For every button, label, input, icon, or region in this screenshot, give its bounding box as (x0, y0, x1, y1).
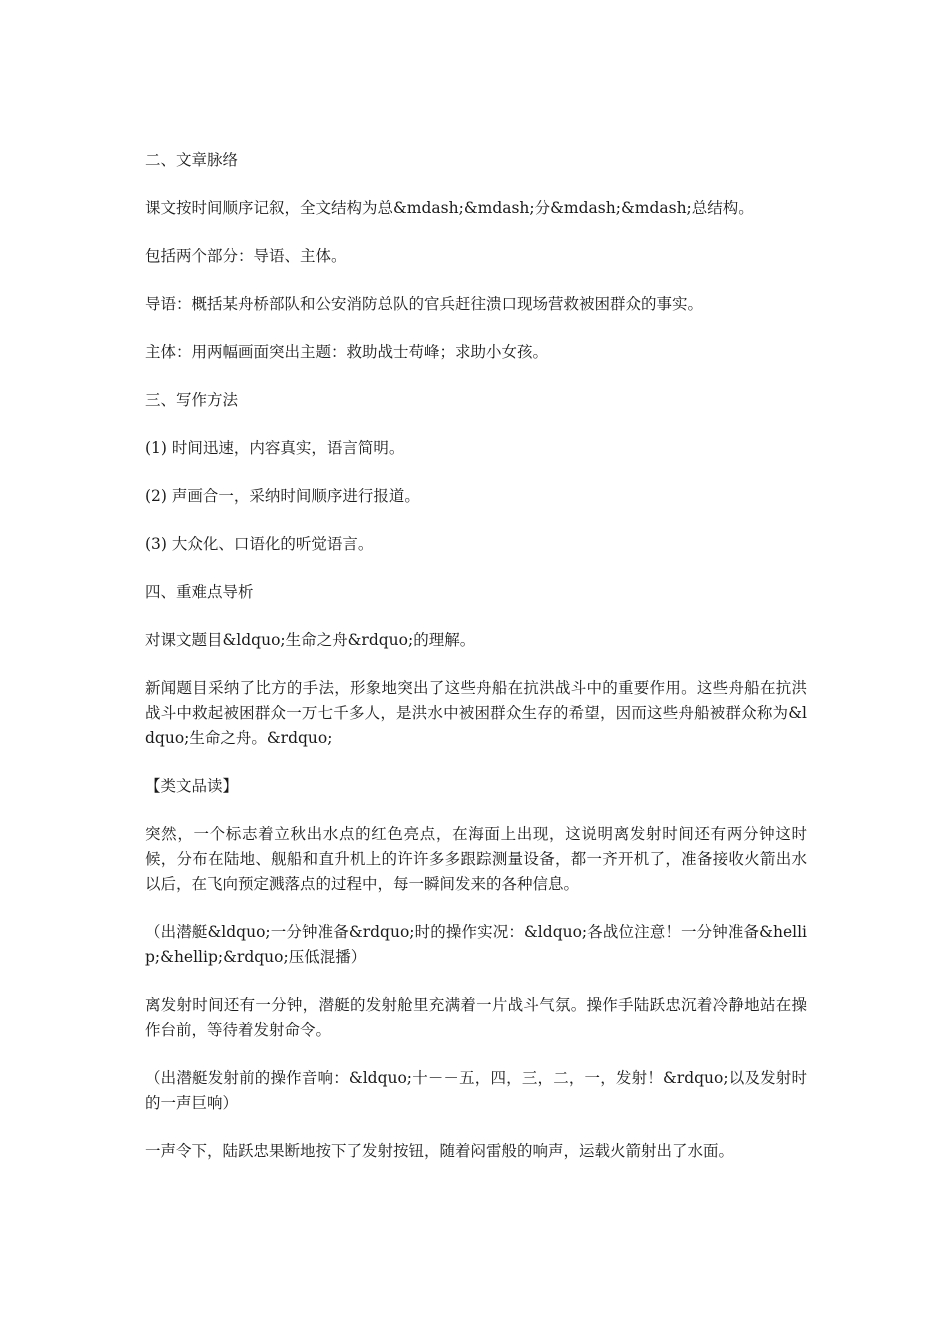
list-item-method-2: (2) 声画合一，采纳时间顺序进行报道。 (145, 487, 420, 505)
section-heading-structure: 二、文章脉络 (145, 151, 239, 169)
list-item-method-1: (1) 时间迅速，内容真实，语言简明。 (145, 439, 405, 457)
paragraph-reading-audio-note-2: （出潜艇发射前的操作音响：&ldquo;十－－五，四，三，二，一，发射！&rdquo;以及发射时的一声巨响） (145, 1069, 807, 1112)
paragraph-reading-1: 突然，一个标志着立秋出水点的红色亮点，在海面上出现，这说明离发射时间还有两分钟这时候，分布在陆地、舰船和直升机上的许许多多跟踪测量设备，都一齐开机了，准备接收火箭出水以后，在飞向预定溅落点的过程中，每一瞬间发来的各种信息。 (145, 825, 807, 893)
paragraph-lead: 导语：概括某舟桥部队和公安消防总队的官兵赶往溃口现场营救被困群众的事实。 (145, 295, 704, 313)
paragraph-main-body: 主体：用两幅画面突出主题：救助战士苟峰；求助小女孩。 (145, 343, 549, 361)
document-body (145, 148, 807, 1187)
paragraph-two-parts: 包括两个部分：导语、主体。 (145, 247, 347, 265)
section-heading-related-reading: 【类文品读】 (145, 777, 239, 795)
paragraph-reading-2: 离发射时间还有一分钟，潜艇的发射舱里充满着一片战斗气氛。操作手陆跃忠沉着冷静地站在操作台前，等待着发射命令。 (145, 996, 807, 1039)
section-heading-key-points: 四、重难点导析 (145, 583, 254, 601)
paragraph-reading-audio-note-1: （出潜艇&ldquo;一分钟准备&rdquo;时的操作实况：&ldquo;各战位注意！一分钟准备&hellip;&hellip;&rdquo;压低混播） (145, 923, 807, 966)
paragraph-title-understanding: 对课文题目&ldquo;生命之舟&rdquo;的理解。 (145, 631, 476, 649)
paragraph-title-explanation: 新闻题目采纳了比方的手法，形象地突出了这些舟船在抗洪战斗中的重要作用。这些舟船在抗洪战斗中救起被困群众一万七千多人，是洪水中被困群众生存的希望，因而这些舟船被群众称为&ldquo;生命之舟。&rdquo; (145, 679, 807, 747)
paragraph-structure-summary: 课文按时间顺序记叙，全文结构为总&mdash;&mdash;分&mdash;&mdash;总结构。 (145, 199, 754, 217)
list-item-method-3: (3) 大众化、口语化的听觉语言。 (145, 535, 374, 553)
section-heading-writing-method: 三、写作方法 (145, 391, 239, 409)
paragraph-reading-3: 一声令下，陆跃忠果断地按下了发射按钮，随着闷雷般的响声，运载火箭射出了水面。 (145, 1142, 735, 1160)
